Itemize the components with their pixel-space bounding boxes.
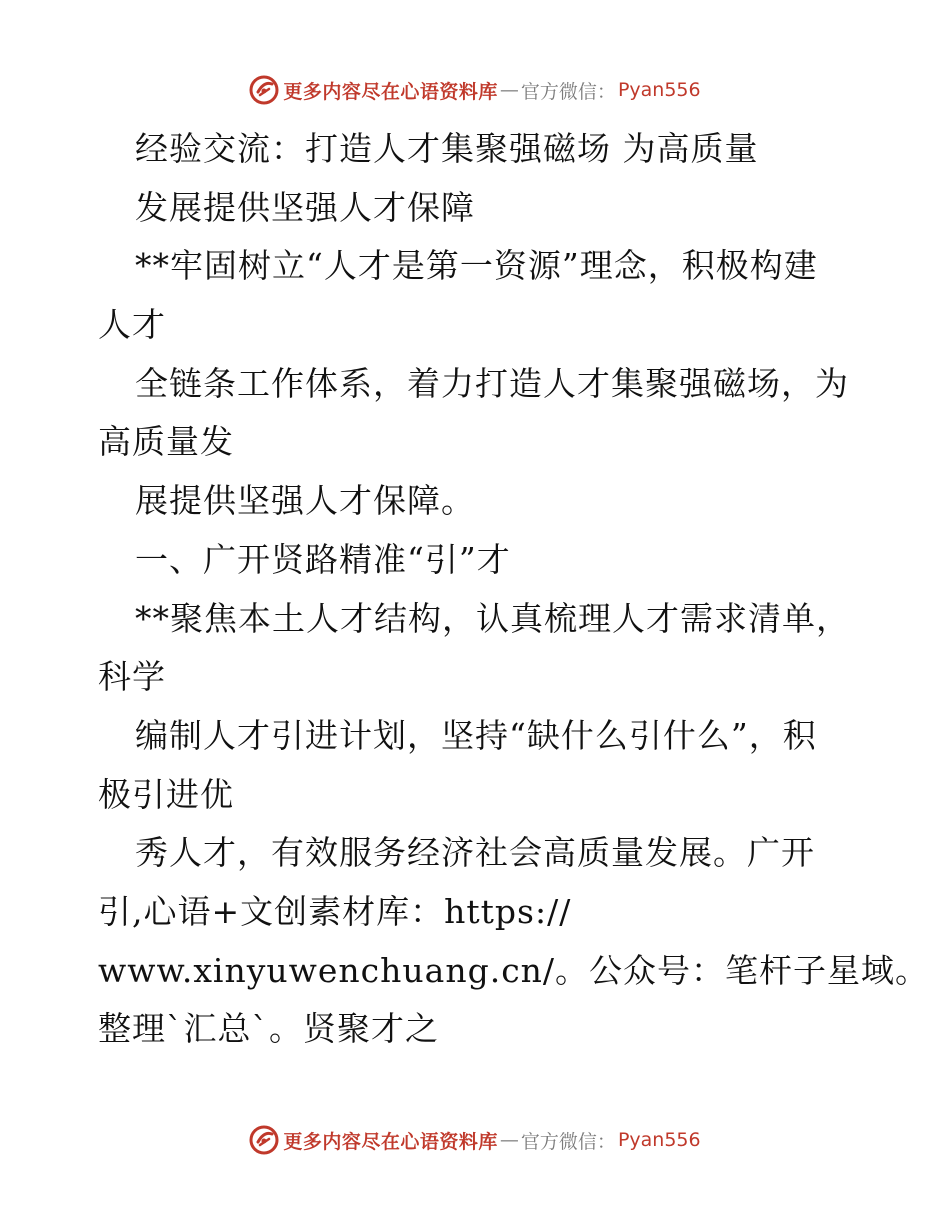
footer-banner-official: 官方微信： (520, 1130, 616, 1153)
header-banner-official: 官方微信： (520, 80, 616, 103)
paragraph-line: 高质量发 (98, 422, 234, 462)
document-title-line-2: 发展提供坚强人才保障 (135, 187, 475, 227)
footer-banner-wechat: Pyan556 (617, 1129, 701, 1151)
paragraph-line: 全链条工作体系，着力打造人才集聚强磁场，为 (135, 363, 849, 403)
brand-logo-icon (249, 1125, 279, 1155)
paragraph-line: 编制人才引进计划，坚持“缺什么引什么”，积 (135, 715, 817, 755)
paragraph-line: www.xinyuwenchuang.cn/。公众号：笔杆子星域。 (98, 950, 930, 990)
paragraph-line: 展提供坚强人才保障。 (135, 481, 475, 521)
paragraph-line: **聚焦本土人才结构，认真梳理人才需求清单， (135, 598, 850, 638)
document-title-line-1: 经验交流：打造人才集聚强磁场 为高质量 (135, 129, 759, 168)
header-banner-text: 更多内容尽在心语资料库 (283, 80, 498, 103)
document-body (98, 120, 930, 1059)
header-banner-wechat: Pyan556 (617, 79, 701, 101)
paragraph-line: **牢固树立“人才是第一资源”理念，积极构建 (135, 246, 818, 286)
header-banner-dash: — (499, 79, 519, 101)
brand-logo-icon (249, 75, 279, 105)
footer-banner (0, 1120, 950, 1160)
section-heading: 一、广开贤路精准“引”才 (135, 539, 511, 579)
paragraph-line: 人才 (98, 305, 166, 345)
footer-banner-text: 更多内容尽在心语资料库 (283, 1130, 498, 1153)
footer-banner-dash: — (499, 1129, 519, 1151)
paragraph-line: 科学 (98, 657, 166, 697)
header-banner (0, 70, 950, 110)
paragraph-line: 极引进优 (98, 774, 234, 814)
paragraph-line: 整理`汇总`。贤聚才之 (98, 1009, 439, 1049)
paragraph-line: 秀人才，有效服务经济社会高质量发展。广开 (135, 833, 815, 873)
paragraph-line: 引,心语+文创素材库：https:// (98, 891, 572, 931)
